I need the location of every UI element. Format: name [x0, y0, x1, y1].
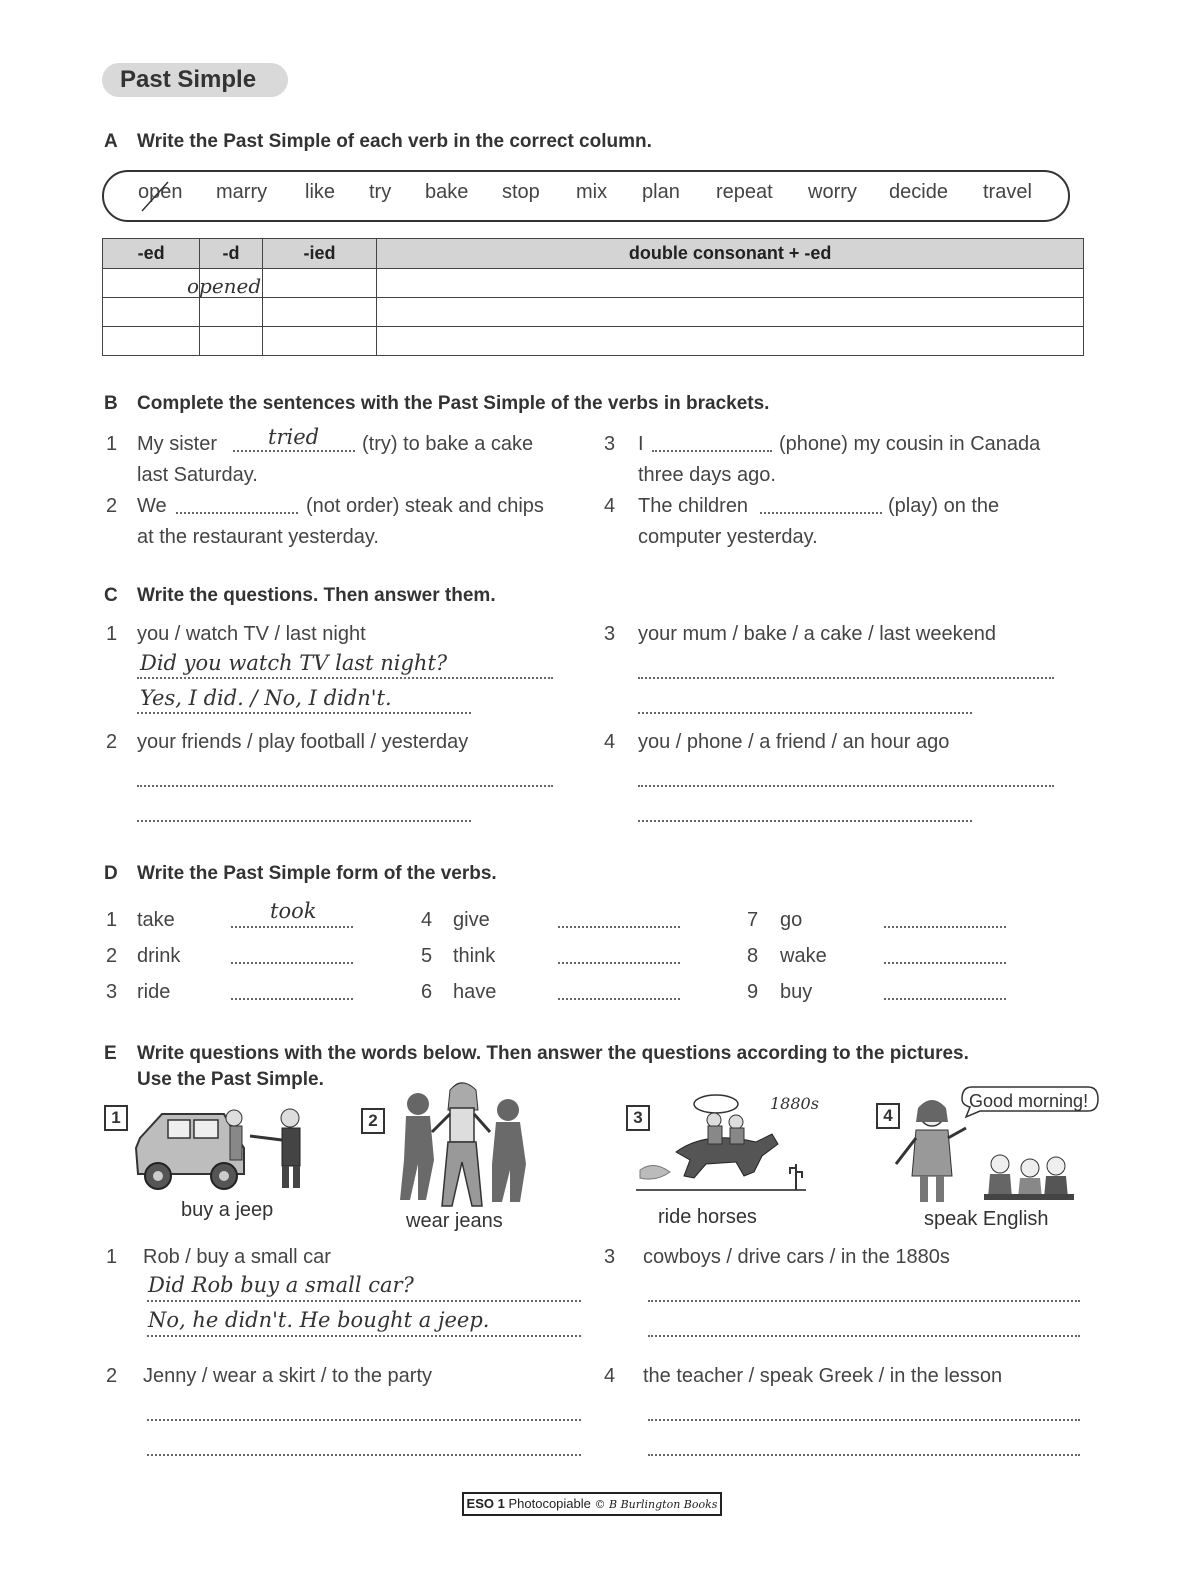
item-number: 2	[106, 495, 118, 517]
word-decide: decide	[889, 181, 948, 203]
answer-line[interactable]	[176, 512, 298, 514]
sentence-end: (try) to bake a cake	[362, 433, 534, 455]
cowboys-horse-illustration	[636, 1090, 816, 1200]
answer-line[interactable]	[147, 1300, 581, 1302]
answer-line[interactable]	[231, 926, 353, 928]
answer-line[interactable]	[648, 1300, 1080, 1302]
col-d-header: -d	[200, 239, 262, 269]
answer-line[interactable]	[648, 1419, 1080, 1421]
item-number: 1	[106, 1246, 118, 1268]
item-number: 3	[604, 623, 616, 645]
word-repeat: repeat	[716, 181, 773, 203]
table-cell[interactable]	[377, 327, 1084, 356]
answer-line[interactable]	[638, 820, 972, 822]
answer-line[interactable]	[233, 450, 355, 452]
example-answer: took	[270, 899, 317, 923]
verb: wake	[780, 945, 827, 967]
example-question: Did Rob buy a small car?	[148, 1273, 414, 1297]
sentence-end: (not order) steak and chips	[306, 495, 544, 517]
item-number: 1	[106, 909, 118, 931]
word-mix: mix	[576, 181, 608, 203]
footer-text: Photocopiable	[508, 1496, 591, 1511]
prompt: cowboys / drive cars / in the 1880s	[643, 1246, 950, 1268]
item-number: 8	[747, 945, 759, 967]
word-plan: plan	[642, 181, 680, 203]
table-cell[interactable]	[262, 269, 377, 298]
section-d-letter: D	[104, 863, 118, 884]
answer-line[interactable]	[147, 1454, 581, 1456]
picture-label: buy a jeep	[181, 1199, 274, 1221]
item-number: 9	[747, 981, 759, 1003]
answer-line[interactable]	[884, 962, 1006, 964]
section-c-instruction: Write the questions. Then answer them.	[137, 585, 496, 606]
answer-line[interactable]	[137, 820, 471, 822]
prompt: you / watch TV / last night	[137, 623, 366, 645]
item-number: 3	[604, 1246, 616, 1268]
verb: drink	[137, 945, 181, 967]
answer-line[interactable]	[652, 450, 772, 452]
prompt: you / phone / a friend / an hour ago	[638, 731, 950, 753]
table-cell[interactable]	[377, 269, 1084, 298]
footer-copyright: © B Burlington Books	[594, 1498, 718, 1511]
sentence-line2: last Saturday.	[137, 464, 258, 486]
answer-line[interactable]	[137, 785, 553, 787]
prompt: your mum / bake / a cake / last weekend	[638, 623, 996, 645]
col-ied-header: -ied	[262, 239, 377, 269]
verb: give	[453, 909, 490, 931]
sentence-line2: at the restaurant yesterday.	[137, 526, 379, 548]
table-cell[interactable]	[262, 298, 377, 327]
picture-label: wear jeans	[406, 1210, 503, 1232]
verb-table	[102, 238, 1084, 356]
answer-line[interactable]	[558, 998, 680, 1000]
section-a-letter: A	[104, 131, 118, 152]
word-stop: stop	[502, 181, 540, 203]
dancers-illustration	[388, 1080, 538, 1210]
prompt: Rob / buy a small car	[143, 1246, 331, 1268]
answer-line[interactable]	[638, 677, 1054, 679]
item-number: 2	[106, 731, 118, 753]
section-c-letter: C	[104, 585, 118, 606]
sentence-start: I	[638, 433, 644, 455]
item-number: 4	[604, 1365, 616, 1387]
section-b-instruction: Complete the sentences with the Past Simple of the verbs in brackets.	[137, 393, 770, 414]
section-e-instruction: Write questions with the words below. Then answer the questions according to the pictures.	[137, 1043, 969, 1064]
picture-label: speak English	[924, 1208, 1049, 1230]
answer-line[interactable]	[760, 512, 882, 514]
sentence-line2: computer yesterday.	[638, 526, 818, 548]
answer-line[interactable]	[884, 926, 1006, 928]
answer-line[interactable]	[884, 998, 1006, 1000]
item-number: 3	[604, 433, 616, 455]
answer-line[interactable]	[648, 1335, 1080, 1337]
word-marry: marry	[216, 181, 268, 203]
table-cell[interactable]	[377, 298, 1084, 327]
item-number: 4	[604, 495, 616, 517]
table-cell[interactable]	[200, 327, 262, 356]
verb: think	[453, 945, 496, 967]
answer-line[interactable]	[137, 677, 553, 679]
footer-level: ESO 1	[466, 1496, 505, 1511]
item-number: 1	[106, 623, 118, 645]
sentence-start: The children	[638, 495, 749, 517]
sentence-end: (phone) my cousin in Canada	[779, 433, 1041, 455]
example-answer: opened	[187, 274, 262, 298]
picture-number: 3	[626, 1105, 650, 1131]
picture-label: ride horses	[658, 1206, 757, 1228]
table-cell[interactable]	[103, 269, 262, 298]
picture-number: 2	[361, 1108, 385, 1134]
answer-line[interactable]	[648, 1454, 1080, 1456]
sentence-start: My sister	[137, 433, 217, 455]
word-travel: travel	[983, 181, 1032, 203]
footer-box	[462, 1492, 722, 1516]
word-open: open	[138, 181, 183, 203]
answer-line[interactable]	[638, 785, 1054, 787]
item-number: 4	[604, 731, 616, 753]
prompt: the teacher / speak Greek / in the lesson	[643, 1365, 1003, 1387]
col-double-header: double consonant + -ed	[377, 239, 1084, 269]
picture-note: 1880s	[770, 1094, 819, 1113]
strikethrough-mark	[138, 178, 178, 214]
example-answer: tried	[268, 425, 320, 449]
teacher-class-illustration	[894, 1098, 1074, 1204]
item-number: 3	[106, 981, 118, 1003]
table-cell[interactable]	[103, 298, 200, 327]
example-answer: Yes, I did. / No, I didn't.	[140, 686, 392, 710]
section-a-instruction: Write the Past Simple of each verb in the correct column.	[137, 131, 652, 152]
item-number: 6	[421, 981, 433, 1003]
section-e-letter: E	[104, 1043, 117, 1064]
answer-line[interactable]	[558, 962, 680, 964]
example-answer: No, he didn't. He bought a jeep.	[148, 1308, 490, 1332]
page-title: Past Simple	[102, 63, 288, 97]
section-e-instruction-2: Use the Past Simple.	[137, 1069, 324, 1090]
word-bake: bake	[425, 181, 469, 203]
picture-number: 4	[876, 1103, 900, 1129]
sentence-end: (play) on the	[888, 495, 1000, 517]
section-b-letter: B	[104, 393, 118, 414]
jeep-illustration	[132, 1100, 332, 1195]
word-try: try	[369, 181, 392, 203]
item-number: 2	[106, 945, 118, 967]
verb: buy	[780, 981, 813, 1003]
verb: take	[137, 909, 175, 931]
sentence-start: We	[137, 495, 167, 517]
verb: have	[453, 981, 497, 1003]
word-like: like	[305, 181, 336, 203]
answer-line[interactable]	[638, 712, 972, 714]
speech-bubble-text: Good morning!	[969, 1091, 1089, 1111]
answer-line[interactable]	[231, 998, 353, 1000]
example-question: Did you watch TV last night?	[140, 651, 448, 675]
item-number: 1	[106, 433, 118, 455]
verb: ride	[137, 981, 171, 1003]
answer-line[interactable]	[147, 1335, 581, 1337]
answer-line[interactable]	[558, 926, 680, 928]
table-cell[interactable]	[103, 327, 200, 356]
sentence-line2: three days ago.	[638, 464, 776, 486]
answer-line[interactable]	[137, 712, 471, 714]
answer-line[interactable]	[147, 1419, 581, 1421]
answer-line[interactable]	[231, 962, 353, 964]
prompt: your friends / play football / yesterday	[137, 731, 469, 753]
item-number: 2	[106, 1365, 118, 1387]
item-number: 4	[421, 909, 433, 931]
word-worry: worry	[808, 181, 857, 203]
prompt: Jenny / wear a skirt / to the party	[143, 1365, 433, 1387]
item-number: 7	[747, 909, 759, 931]
table-cell[interactable]	[200, 298, 262, 327]
verb: go	[780, 909, 803, 931]
section-d-instruction: Write the Past Simple form of the verbs.	[137, 863, 497, 884]
item-number: 5	[421, 945, 433, 967]
table-cell[interactable]	[262, 327, 377, 356]
col-ed-header: -ed	[103, 239, 200, 269]
picture-number: 1	[104, 1105, 128, 1131]
